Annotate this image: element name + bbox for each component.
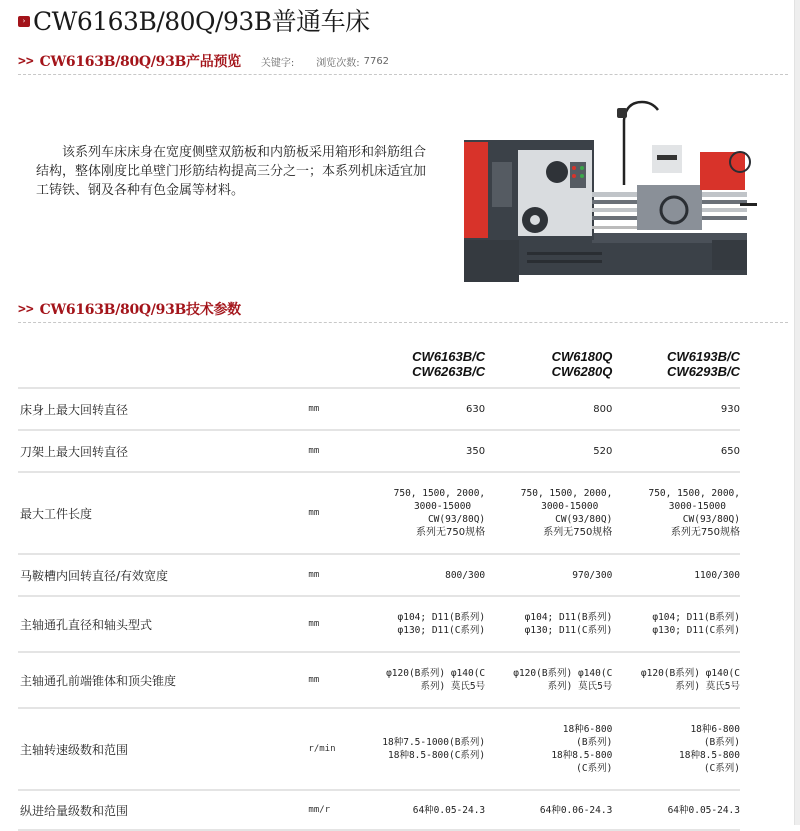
- spec-table: [18, 340, 740, 831]
- spec-name: 刀架上最大回转直径: [18, 430, 308, 472]
- spec-value: 64种0.05-24.3: [367, 790, 485, 830]
- spec-value: 750, 1500, 2000, 3000-15000 CW(93/80Q) 系列无750规格: [612, 472, 740, 554]
- spec-value: 18种6-800 (B系列) 18种8.5-800 (C系列): [612, 708, 740, 790]
- page-scrollbar[interactable]: [794, 0, 800, 825]
- spec-value: 1100/300: [612, 554, 740, 596]
- spec-value: 800/300: [367, 554, 485, 596]
- spec-unit: mm: [308, 554, 367, 596]
- spec-unit: mm: [308, 596, 367, 652]
- spec-unit: mm: [308, 652, 367, 708]
- spec-value: 18种7.5-1000(B系列) 18种8.5-800(C系列): [367, 708, 485, 790]
- table-row: [18, 472, 740, 554]
- table-row: [18, 388, 740, 430]
- table-row: [18, 554, 740, 596]
- spec-name: 主轴转速级数和范围: [18, 708, 308, 790]
- model-header: CW6180Q CW6280Q: [485, 340, 612, 388]
- spec-unit: mm: [308, 430, 367, 472]
- table-row: [18, 708, 740, 790]
- keywords-label: 关键字:: [260, 57, 295, 69]
- spec-value: φ120(B系列) φ140(C 系列) 莫氏5号: [485, 652, 612, 708]
- spec-value: φ120(B系列) φ140(C 系列) 莫氏5号: [612, 652, 740, 708]
- spec-value: φ104; D11(B系列) φ130; D11(C系列): [485, 596, 612, 652]
- spec-unit: r/min: [308, 708, 367, 790]
- table-row: [18, 790, 740, 830]
- spec-value: 520: [485, 430, 612, 472]
- views-label: 浏览次数:: [316, 57, 360, 69]
- page-title: CW6163B/80Q/93B普通车床: [33, 7, 370, 36]
- model-header: CW6163B/C CW6263B/C: [367, 340, 485, 388]
- product-description: 该系列车床床身在宽度侧壁双筋板和内筋板采用箱形和斜筋组合结构，整体刚度比单壁门形筋结构提高三分之一；本系列机床适宜加工铸铁、钢及各种有色金属等材料。: [36, 145, 427, 198]
- views-count: 7762: [363, 55, 390, 67]
- spec-value: 18种6-800 (B系列) 18种8.5-800 (C系列): [485, 708, 612, 790]
- spec-value: 64种0.05-24.3: [612, 790, 740, 830]
- spec-unit: mm/r: [308, 790, 367, 830]
- model-header: CW6193B/C CW6293B/C: [612, 340, 740, 388]
- spec-table-header-row: [18, 340, 740, 388]
- spec-value: 64种0.06-24.3: [485, 790, 612, 830]
- spec-value: 800: [485, 388, 612, 430]
- spec-value: 630: [367, 388, 485, 430]
- table-row: [18, 430, 740, 472]
- product-image: [452, 90, 757, 290]
- spec-value: φ120(B系列) φ140(C 系列) 莫氏5号: [367, 652, 485, 708]
- spec-value: φ104; D11(B系列) φ130; D11(C系列): [612, 596, 740, 652]
- spec-value: 930: [612, 388, 740, 430]
- spec-section-header: [18, 296, 788, 323]
- double-chevron-icon: >>: [18, 53, 34, 69]
- spec-value: 750, 1500, 2000, 3000-15000 CW(93/80Q) 系列无750规格: [485, 472, 612, 554]
- spec-name: 主轴通孔前端锥体和顶尖锥度: [18, 652, 308, 708]
- preview-section-title: CW6163B/80Q/93B产品预览: [39, 54, 241, 70]
- spec-unit: mm: [308, 388, 367, 430]
- spec-value: 750, 1500, 2000, 3000-15000 CW(93/80Q) 系列无750规格: [367, 472, 485, 554]
- table-row: [18, 596, 740, 652]
- spec-name: 纵进给量级数和范围: [18, 790, 308, 830]
- spec-section-title: CW6163B/80Q/93B技术参数: [39, 302, 241, 318]
- spec-name: 床身上最大回转直径: [18, 388, 308, 430]
- spec-value: 650: [612, 430, 740, 472]
- title-row: [18, 2, 370, 38]
- table-row: [18, 652, 740, 708]
- spec-name: 马鞍槽内回转直径/有效宽度: [18, 554, 308, 596]
- title-bullet-icon: ›: [18, 16, 30, 27]
- lathe-machine-icon: [452, 90, 757, 290]
- spec-value: 350: [367, 430, 485, 472]
- spec-value: φ104; D11(B系列) φ130; D11(C系列): [367, 596, 485, 652]
- spec-name: 主轴通孔直径和轴头型式: [18, 596, 308, 652]
- preview-section-header: [18, 48, 788, 75]
- double-chevron-icon: >>: [18, 301, 34, 317]
- spec-value: 970/300: [485, 554, 612, 596]
- spec-unit: mm: [308, 472, 367, 554]
- spec-name: 最大工件长度: [18, 472, 308, 554]
